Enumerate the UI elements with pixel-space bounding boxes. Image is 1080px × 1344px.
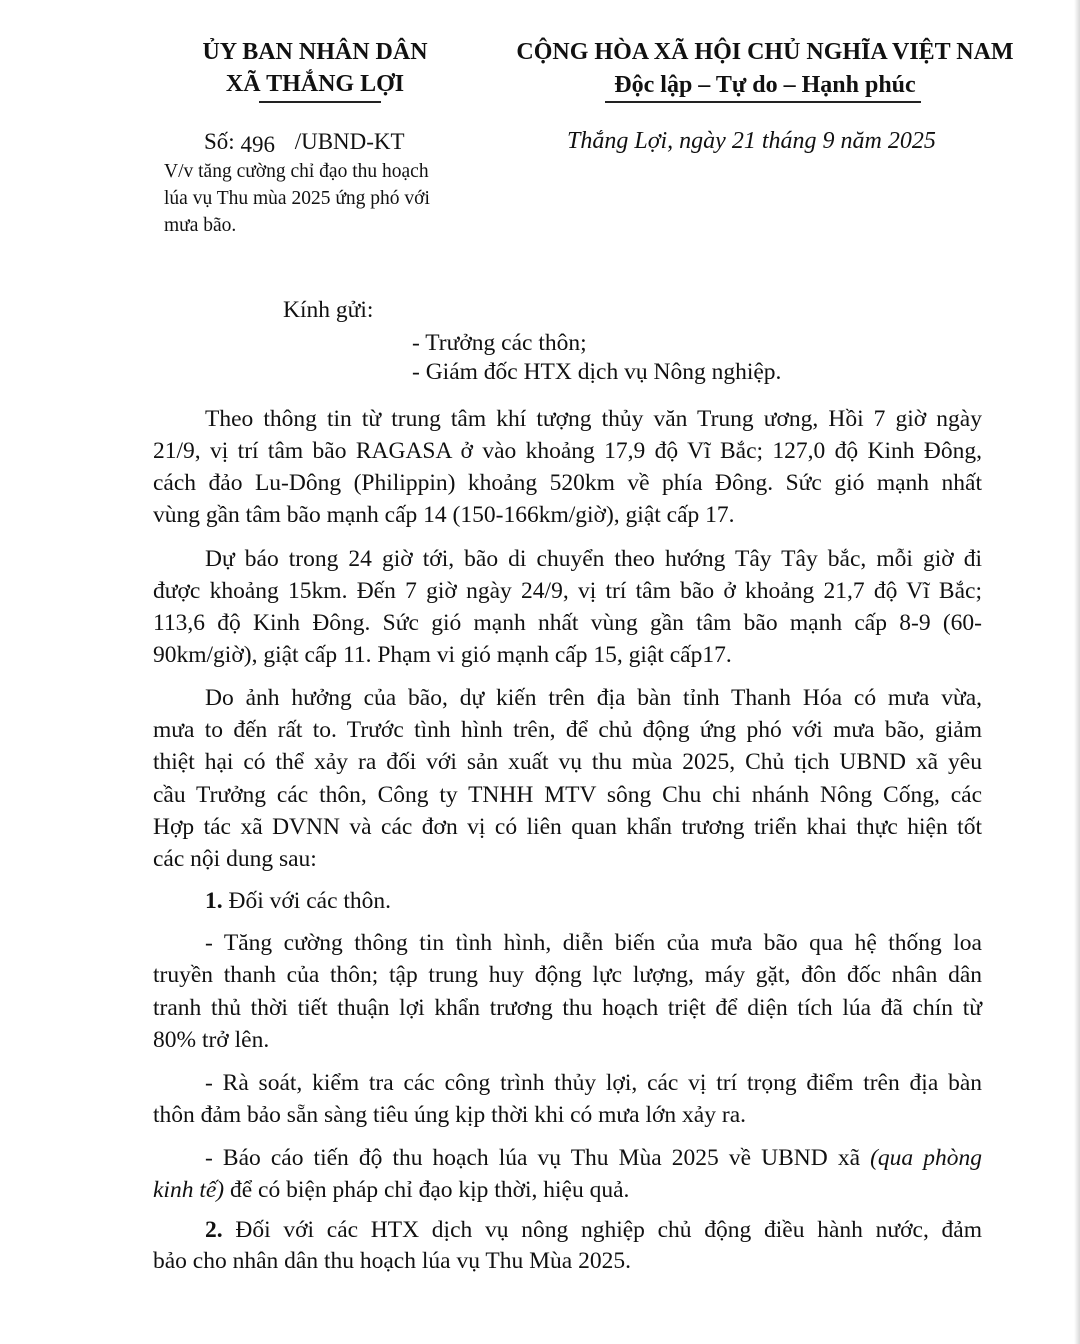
body-line: cách đảo Lu-Dông (Philippin) khoảng 520km về phía Đông. Sức gió mạnh nhất <box>153 470 982 496</box>
recipient-item: - Trưởng các thôn; <box>412 330 587 356</box>
body-line: 80% trở lên. <box>153 1027 270 1053</box>
body-line: Hợp tác xã DVNN và các đơn vị có liên quan khẩn trương triển khai thực hiện tốt <box>153 814 982 840</box>
recipient-item: - Giám đốc HTX dịch vụ Nông nghiệp. <box>412 359 782 385</box>
number-label: Số: <box>204 129 235 154</box>
section-1-heading <box>205 887 982 915</box>
body-line: được khoảng 15km. Đến 7 giờ ngày 24/9, vị trí tâm bão ở khoảng 21,7 độ Vĩ Bắc; <box>153 578 982 604</box>
body-line: - Tăng cường thông tin tình hình, diễn biến của mưa bão qua hệ thống loa <box>205 930 982 956</box>
body-line: 113,6 độ Kinh Đông. Sức gió mạnh nhất vùng gần tâm bão mạnh cấp 8-9 (60- <box>153 610 982 636</box>
body-line: 21/9, vị trí tâm bão RAGASA ở vào khoảng 17,9 độ Vĩ Bắc; 127,0 độ Kinh Đông, <box>153 438 982 464</box>
section-title: Đối với các thôn. <box>228 888 392 914</box>
document-number <box>204 128 405 156</box>
body-line: mưa to đến rất to. Trước tình hình trên, để chủ động ứng phó với mưa bão, giảm <box>153 717 982 743</box>
section-number: 2. <box>205 1217 223 1243</box>
body-line: tranh thủ thời tiết thuận lợi khẩn trương thu hoạch triệt để diện tích lúa đã chín từ <box>153 995 982 1021</box>
page-edge <box>1074 0 1080 1344</box>
section-number: 1. <box>205 888 223 914</box>
italic-text: kinh tế) <box>153 1177 225 1203</box>
body-line <box>205 1144 982 1172</box>
place-date: Thắng Lợi, ngày 21 tháng 9 năm 2025 <box>567 128 936 154</box>
subject-line: lúa vụ Thu mùa 2025 ứng phó với <box>164 188 430 209</box>
italic-text: (qua phòng <box>870 1145 983 1171</box>
body-line: vùng gần tâm bão mạnh cấp 14 (150-166km/giờ), giật cấp 17. <box>153 502 735 528</box>
body-line: 90km/giờ), giật cấp 11. Phạm vi gió mạnh cấp 15, giật cấp17. <box>153 642 732 668</box>
subject-line: V/v tăng cường chỉ đạo thu hoạch <box>164 161 429 182</box>
text: - Báo cáo tiến độ thu hoạch lúa vụ Thu Mùa 2025 về UBND xã <box>205 1145 860 1171</box>
text: Đối với các HTX dịch vụ nông nghiệp chủ động điều hành nước, đảm <box>235 1217 983 1243</box>
body-line: các nội dung sau: <box>153 846 317 872</box>
text: để có biện pháp chỉ đạo kịp thời, hiệu quả. <box>230 1177 630 1203</box>
body-line: thiệt hại có thể xảy ra đối với sản xuất vụ thu mùa 2025, Chủ tịch UBND xã yêu <box>153 749 982 775</box>
org-commune: XÃ THẮNG LỢI <box>225 71 405 97</box>
body-line: Do ảnh hưởng của bão, dự kiến trên địa bàn tỉnh Thanh Hóa có mưa vừa, <box>205 685 982 711</box>
nation-motto: Độc lập – Tự do – Hạnh phúc <box>614 72 916 98</box>
body-line <box>153 1176 982 1204</box>
nation-title: CỘNG HÒA XÃ HỘI CHỦ NGHĨA VIỆT NAM <box>516 39 1014 65</box>
recipients-label: Kính gửi: <box>283 297 374 323</box>
number-suffix: /UBND-KT <box>294 129 405 154</box>
body-line: truyền thanh của thôn; tập trung huy động lực lượng, máy gặt, đôn đốc nhân dân <box>153 962 982 988</box>
body-line: cầu Trưởng các thôn, Công ty TNHH MTV sông Chu chi nhánh Nông Cống, các <box>153 782 982 808</box>
org-name: ỦY BAN NHÂN DÂN <box>202 39 428 65</box>
number-value: 496 <box>240 132 275 157</box>
motto-underline <box>605 101 921 103</box>
body-line: thôn đảm bảo sẵn sàng tiêu úng kịp thời khi có mưa lớn xảy ra. <box>153 1102 746 1128</box>
section-2-heading <box>205 1216 982 1244</box>
body-line: Dự báo trong 24 giờ tới, bão di chuyển theo hướng Tây Tây bắc, mỗi giờ đi <box>205 546 982 572</box>
body-line: - Rà soát, kiểm tra các công trình thủy lợi, các vị trí trọng điểm trên địa bàn <box>205 1070 982 1096</box>
body-line: Theo thông tin từ trung tâm khí tượng thủy văn Trung ương, Hồi 7 giờ ngày <box>205 406 982 432</box>
subject-line: mưa bão. <box>164 215 237 236</box>
org-underline <box>259 101 381 103</box>
body-line: bảo cho nhân dân thu hoạch lúa vụ Thu Mùa 2025. <box>153 1248 631 1274</box>
